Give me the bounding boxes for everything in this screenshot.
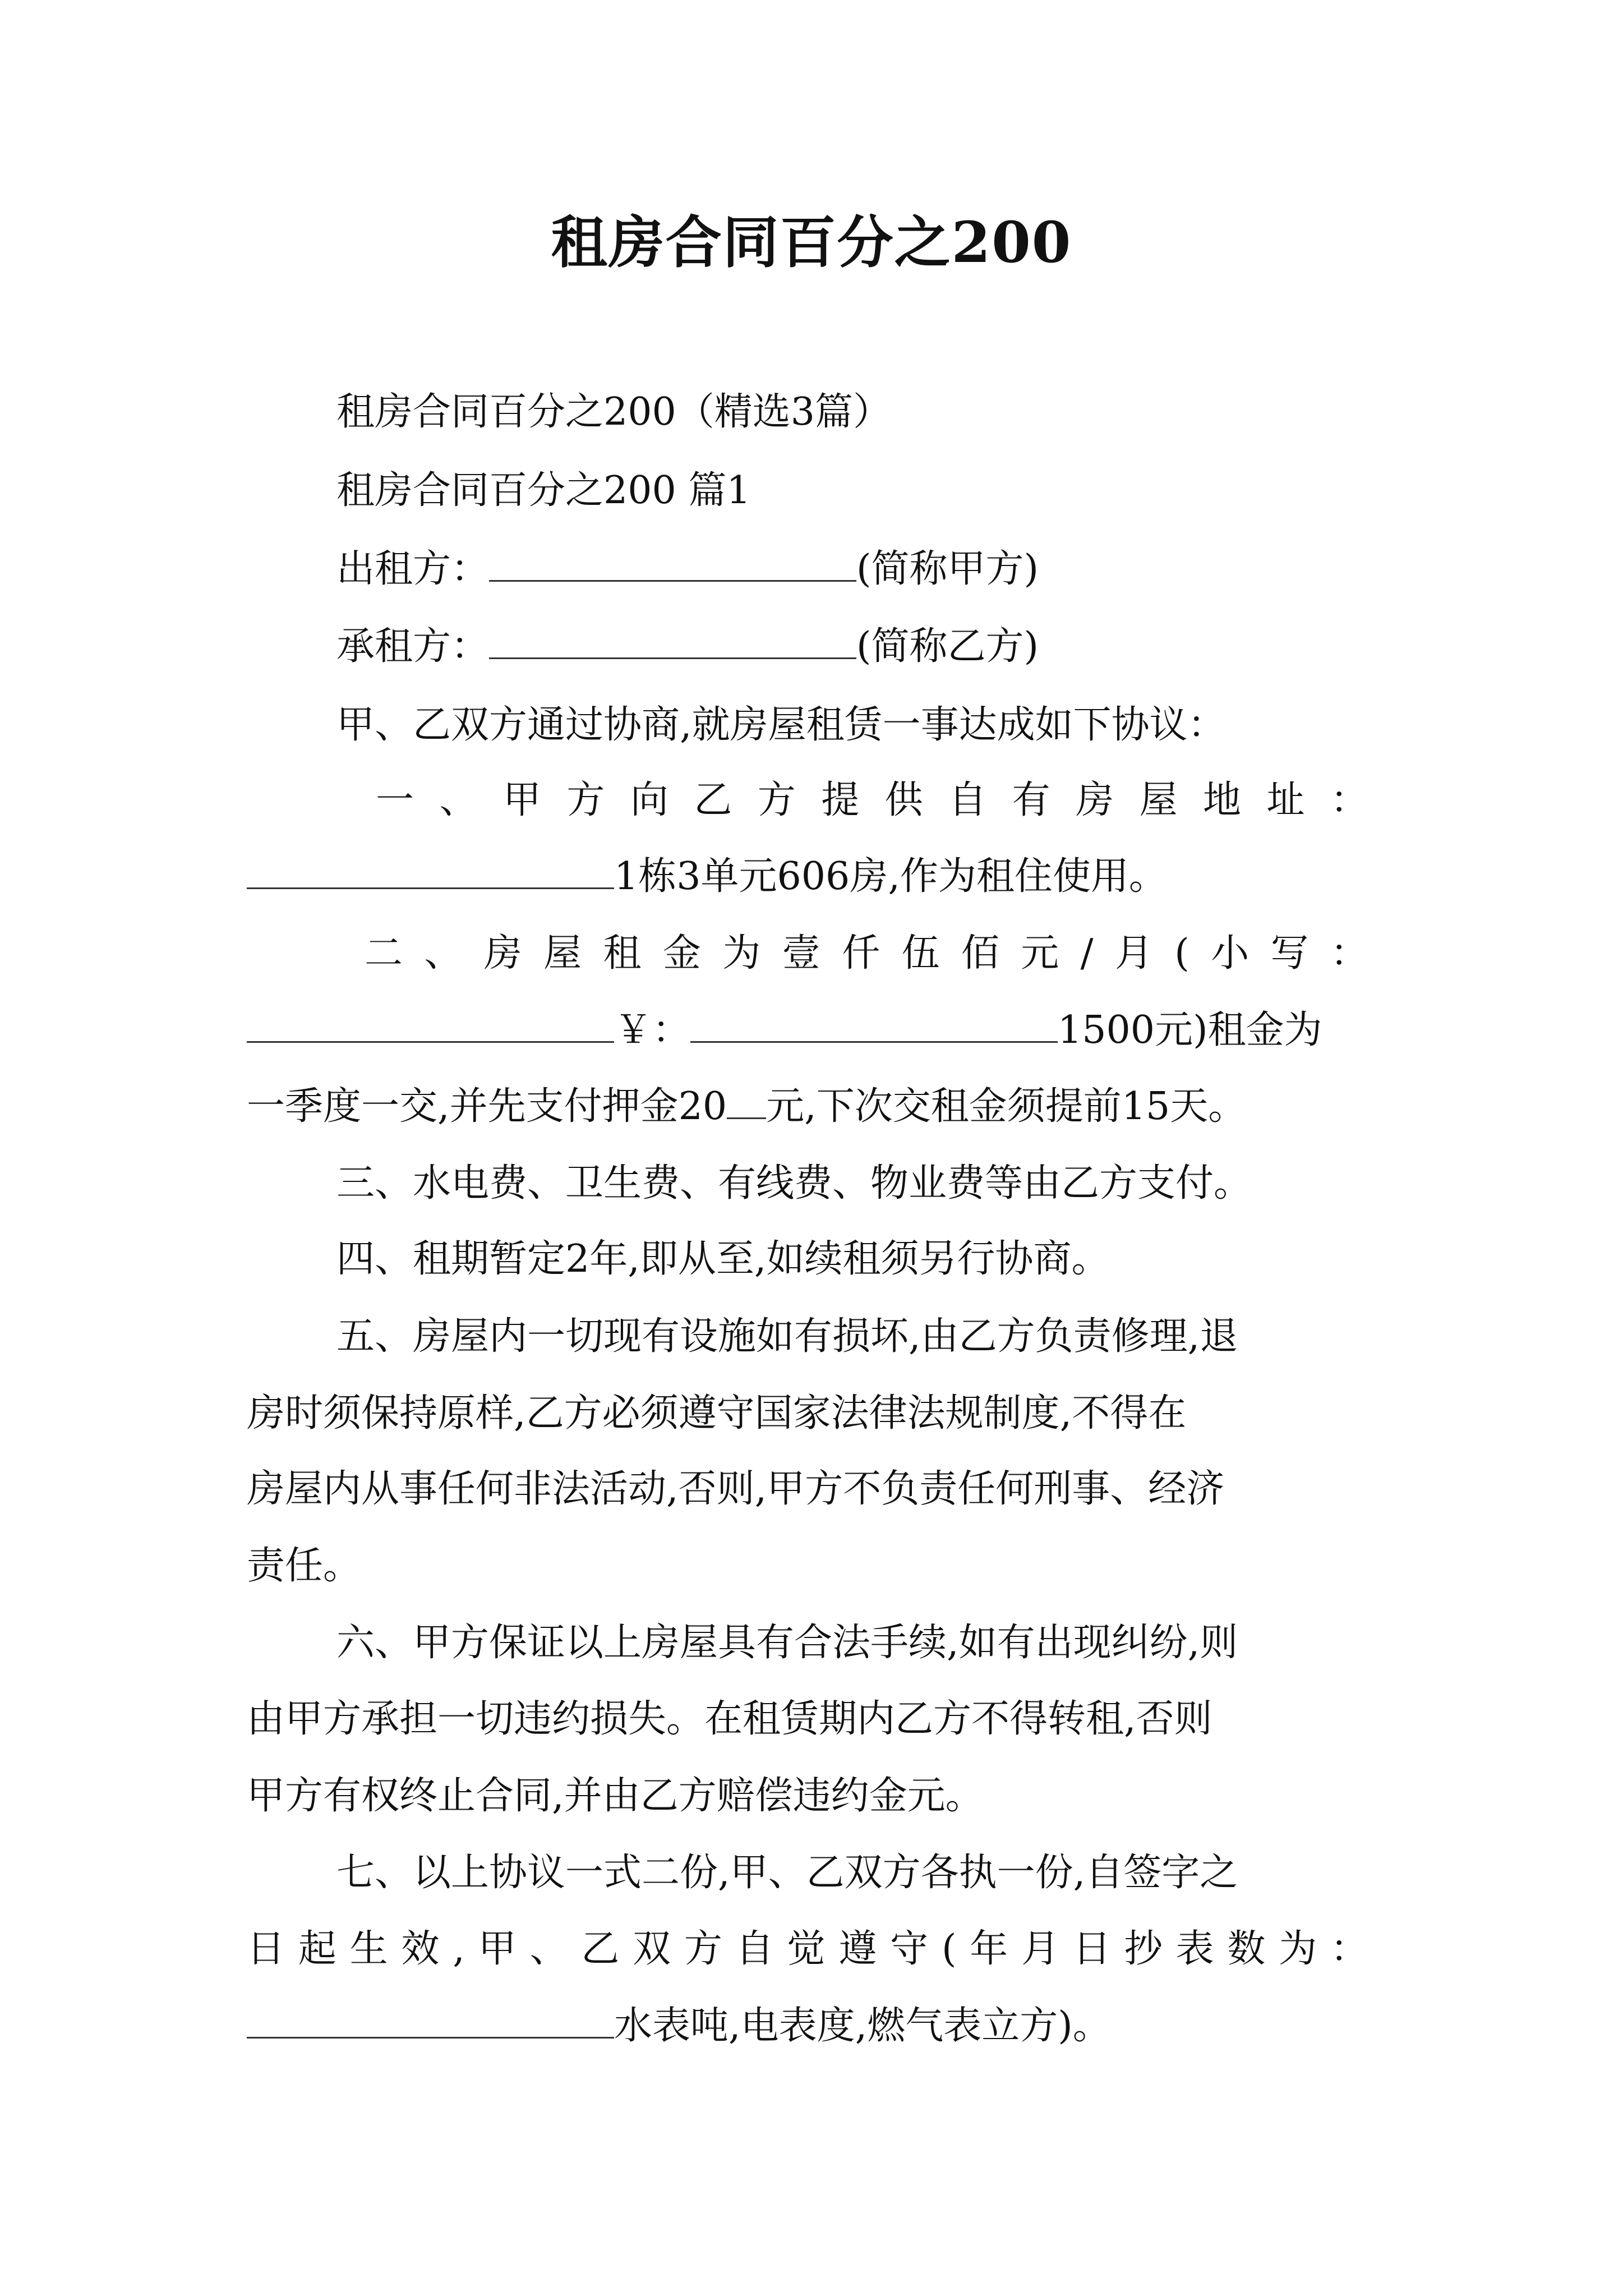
document-title: 租房合同百分之200 [551, 209, 1072, 275]
clause-5-line-4: 责任。 [247, 1544, 362, 1588]
agreement-intro: 甲、乙双方通过协商,就房屋租赁一事达成如下协议： [336, 703, 1226, 747]
clause-2-line-2 [247, 994, 1322, 1067]
lessor-blank [489, 547, 856, 582]
deposit-blank [727, 1085, 766, 1119]
lessee-label: 承租方： [336, 624, 490, 669]
clause-7-line-1: 七、以上协议一式二份,甲、乙双方各执一份,自签字之 [336, 1851, 1238, 1895]
clause-6-line-1: 六、甲方保证以上房屋具有合法手续,如有出现纠纷,则 [336, 1621, 1238, 1665]
clause-5-line-3: 房屋内从事任何非法活动,否则,甲方不负责任何刑事、经济 [247, 1467, 1225, 1511]
clause-1-line-2 [247, 840, 1167, 913]
rent-amount: 1500元)租金为 [1058, 1008, 1322, 1052]
lessee-abbrev: (简称乙方) [856, 624, 1039, 669]
clause-7-line-2: 日起生效,甲、乙双方自觉遵守(年月日抄表数为： [247, 1927, 1368, 1971]
lessor-abbrev: (简称甲方) [856, 547, 1039, 591]
clause-3: 三、水电费、卫生费、有线费、物业费等由乙方支付。 [336, 1161, 1252, 1205]
meter-reading-text: 水表吨,电表度,燃气表立方)。 [614, 2004, 1111, 2048]
clause-7-line-3 [247, 1990, 1111, 2063]
meter-reading-blank [247, 2004, 614, 2039]
rent-blank-2 [690, 1009, 1058, 1043]
lessee-blank [489, 625, 856, 659]
rent-blank-1 [247, 1009, 614, 1043]
section-heading: 租房合同百分之200 篇1 [336, 468, 751, 513]
clause-2-line-1: 二、房屋租金为壹仟伍佰元/月(小写： [365, 931, 1368, 976]
address-blank [247, 855, 614, 889]
payment-term: 元,下次交租金须提前15天。 [766, 1084, 1247, 1129]
address-text: 1栋3单元606房,作为租住使用。 [614, 854, 1167, 899]
yen-label: ￥： [614, 1008, 691, 1052]
clause-1-line-1: 一、甲方向乙方提供自有房屋地址： [376, 778, 1368, 822]
lessor-line [336, 533, 1039, 606]
lessee-line [336, 610, 1039, 683]
clause-5-line-2: 房时须保持原样,乙方必须遵守国家法律法规制度,不得在 [247, 1391, 1187, 1435]
clause-6-line-2: 由甲方承担一切违约损失。在租赁期内乙方不得转租,否则 [247, 1697, 1212, 1741]
clause-2-line-3 [247, 1070, 1246, 1143]
clause-4: 四、租期暂定2年,即从至,如续租须另行协商。 [336, 1237, 1110, 1281]
subtitle-line: 租房合同百分之200（精选3篇） [336, 390, 892, 434]
clause-6-line-3: 甲方有权终止合同,并由乙方赔偿违约金元。 [247, 1774, 984, 1818]
deposit-text: 一季度一交,并先支付押金20 [247, 1084, 727, 1129]
lessor-label: 出租方： [336, 547, 490, 591]
clause-5-line-1: 五、房屋内一切现有设施如有损坏,由乙方负责修理,退 [336, 1314, 1238, 1359]
